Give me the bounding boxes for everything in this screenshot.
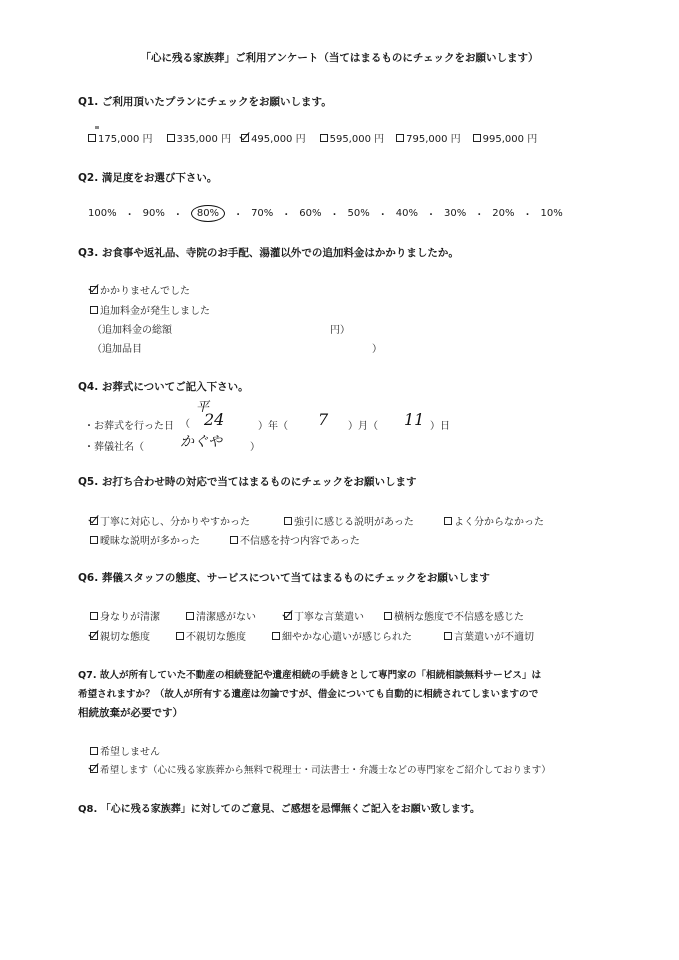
q1-label: Q1. ご利用頂いたプランにチェックをお願いします。 [78,96,332,108]
separator-dot: ・ [377,210,388,221]
checkbox[interactable] [444,632,452,640]
checkbox-checked[interactable] [284,612,292,620]
q7-line1: Q7. 故人が所有していた不動産の相続登記や遺産相続の手続きとして専門家の「相続相談無料サービス」は [78,670,542,681]
separator-dot: ・ [522,210,533,221]
checkbox[interactable] [396,134,404,142]
page-title: 「心に残る家族葬」ご利用アンケート（当てはまるものにチェックをお願いします） [140,52,539,64]
checkbox-checked[interactable] [241,134,249,142]
q7-option[interactable]: 希望しません [90,743,160,758]
q2-option[interactable]: 70% [251,208,274,219]
separator-dot: ・ [281,210,292,221]
q4-day-label: ）日 [430,421,450,432]
checkbox[interactable] [88,134,96,142]
q1-option[interactable]: 595,000 円 [320,130,385,145]
q4-month-label: ）月（ [348,421,378,432]
q6-option[interactable]: 言葉遣いが不適切 [444,628,534,643]
q2-label: Q2. 満足度をお選び下さい。 [78,172,218,184]
q4-year-value[interactable]: 24 [204,410,225,429]
q4-label: Q4. お葬式についてご記入下さい。 [78,381,249,393]
q4-open-paren: （ [180,419,190,430]
q5-option[interactable]: 曖昧な説明が多かった [90,532,200,547]
q7-line2: 希望されますか？（故人が所有する遺産は勿論ですが、借金についても自動的に相続されてしまいますので [78,689,539,700]
checkbox-checked[interactable] [90,517,98,525]
checkbox[interactable] [320,134,328,142]
separator-dot: ・ [124,210,135,221]
checkbox[interactable] [186,612,194,620]
checkbox[interactable] [284,517,292,525]
q6-option[interactable]: 不親切な態度 [176,628,246,643]
q6-option[interactable]: 細やかな心遣いが感じられた [272,628,412,643]
q5-option[interactable]: 強引に感じる説明があった [284,513,414,528]
q6-option[interactable]: 親切な態度 [90,628,150,643]
q2-option[interactable]: 30% [444,208,467,219]
checkbox[interactable] [230,536,238,544]
q3-items-label: （追加品目 [92,344,142,355]
q1-option[interactable]: 175,000 円 [88,130,153,145]
checkbox-checked[interactable] [90,286,98,294]
q2-option[interactable]: 10% [540,208,563,219]
checkbox-checked[interactable] [90,632,98,640]
checkbox[interactable] [167,134,175,142]
checkbox[interactable] [473,134,481,142]
q4-era[interactable]: 平 [196,400,210,415]
q4-hall-value[interactable]: かぐや [180,434,222,450]
q3-items-suffix: ） [372,344,382,355]
q5-option[interactable]: よく分からなかった [444,513,544,528]
q4-day-value[interactable]: 11 [404,410,425,429]
q3-option[interactable]: 追加料金が発生しました [90,302,210,317]
q6-label: Q6. 葬儀スタッフの態度、サービスについて当てはまるものにチェックをお願いします [78,572,490,584]
separator-dot: ・ [426,210,436,221]
separator-dot: ・ [233,210,244,221]
q4-hall-suffix: ） [250,442,260,453]
q5-option[interactable]: 丁寧に対応し、分かりやすかった [90,513,250,528]
q2-option[interactable]: 90% [142,208,165,219]
q7-option[interactable]: 希望します（心に残る家族葬から無料で税理士・司法書士・弁護士などの専門家をご紹介しております） [90,762,551,776]
q5-label: Q5. お打ち合わせ時の対応で当てはまるものにチェックをお願いします [78,476,417,488]
q4-date-label: ・お葬式を行った日 [84,421,174,432]
separator-dot: ・ [474,210,485,221]
checkbox[interactable] [384,612,392,620]
checkbox[interactable] [90,536,98,544]
q1-options [88,130,537,145]
checkbox[interactable] [90,612,98,620]
checkbox[interactable] [444,517,452,525]
q3-option[interactable]: かかりませんでした [90,282,190,297]
checkbox-checked[interactable] [90,765,98,773]
q4-month-value[interactable]: 7 [318,410,329,429]
q2-option[interactable]: 40% [395,208,418,219]
q2-option[interactable]: 20% [492,208,515,219]
q3-total-label: （追加料金の総額 [92,325,172,336]
q1-option[interactable]: 995,000 円 [473,130,538,145]
q6-option[interactable]: 身なりが清潔 [90,608,160,623]
checkbox[interactable] [90,747,98,755]
q2-option[interactable]: 60% [299,208,322,219]
q2-option[interactable]: 50% [347,208,370,219]
checkbox[interactable] [176,632,184,640]
q3-total-suffix: 円） [330,325,350,336]
checkbox[interactable] [272,632,280,640]
q4-hall-label: ・葬儀社名（ [84,442,144,453]
q1-option[interactable]: 495,000 円 [241,130,306,145]
q6-option[interactable]: 横柄な態度で不信感を感じた [384,608,524,623]
q6-option[interactable]: 丁寧な言葉遣い [284,608,364,623]
q1-option[interactable]: 335,000 円 [167,130,232,145]
q8-label: Q8. 「心に残る家族葬」に対してのご意見、ご感想を忌憚無くご記入をお願い致します。 [78,804,480,815]
scan-mark [95,126,99,129]
q2-option[interactable]: 80% [191,205,225,222]
separator-dot: ・ [172,210,183,221]
q3-label: Q3. お食事や返礼品、寺院のお手配、湯灌以外での追加料金はかかりましたか。 [78,247,459,259]
q2-option[interactable]: 100% [88,208,117,219]
q1-option[interactable]: 795,000 円 [396,130,461,145]
checkbox[interactable] [90,306,98,314]
q2-options [88,206,563,221]
q6-option[interactable]: 清潔感がない [186,608,256,623]
q7-line3: 相続放棄が必要です） [78,707,183,719]
separator-dot: ・ [329,210,340,221]
q5-option[interactable]: 不信感を持つ内容であった [230,532,360,547]
q4-year-label: ）年（ [258,421,288,432]
